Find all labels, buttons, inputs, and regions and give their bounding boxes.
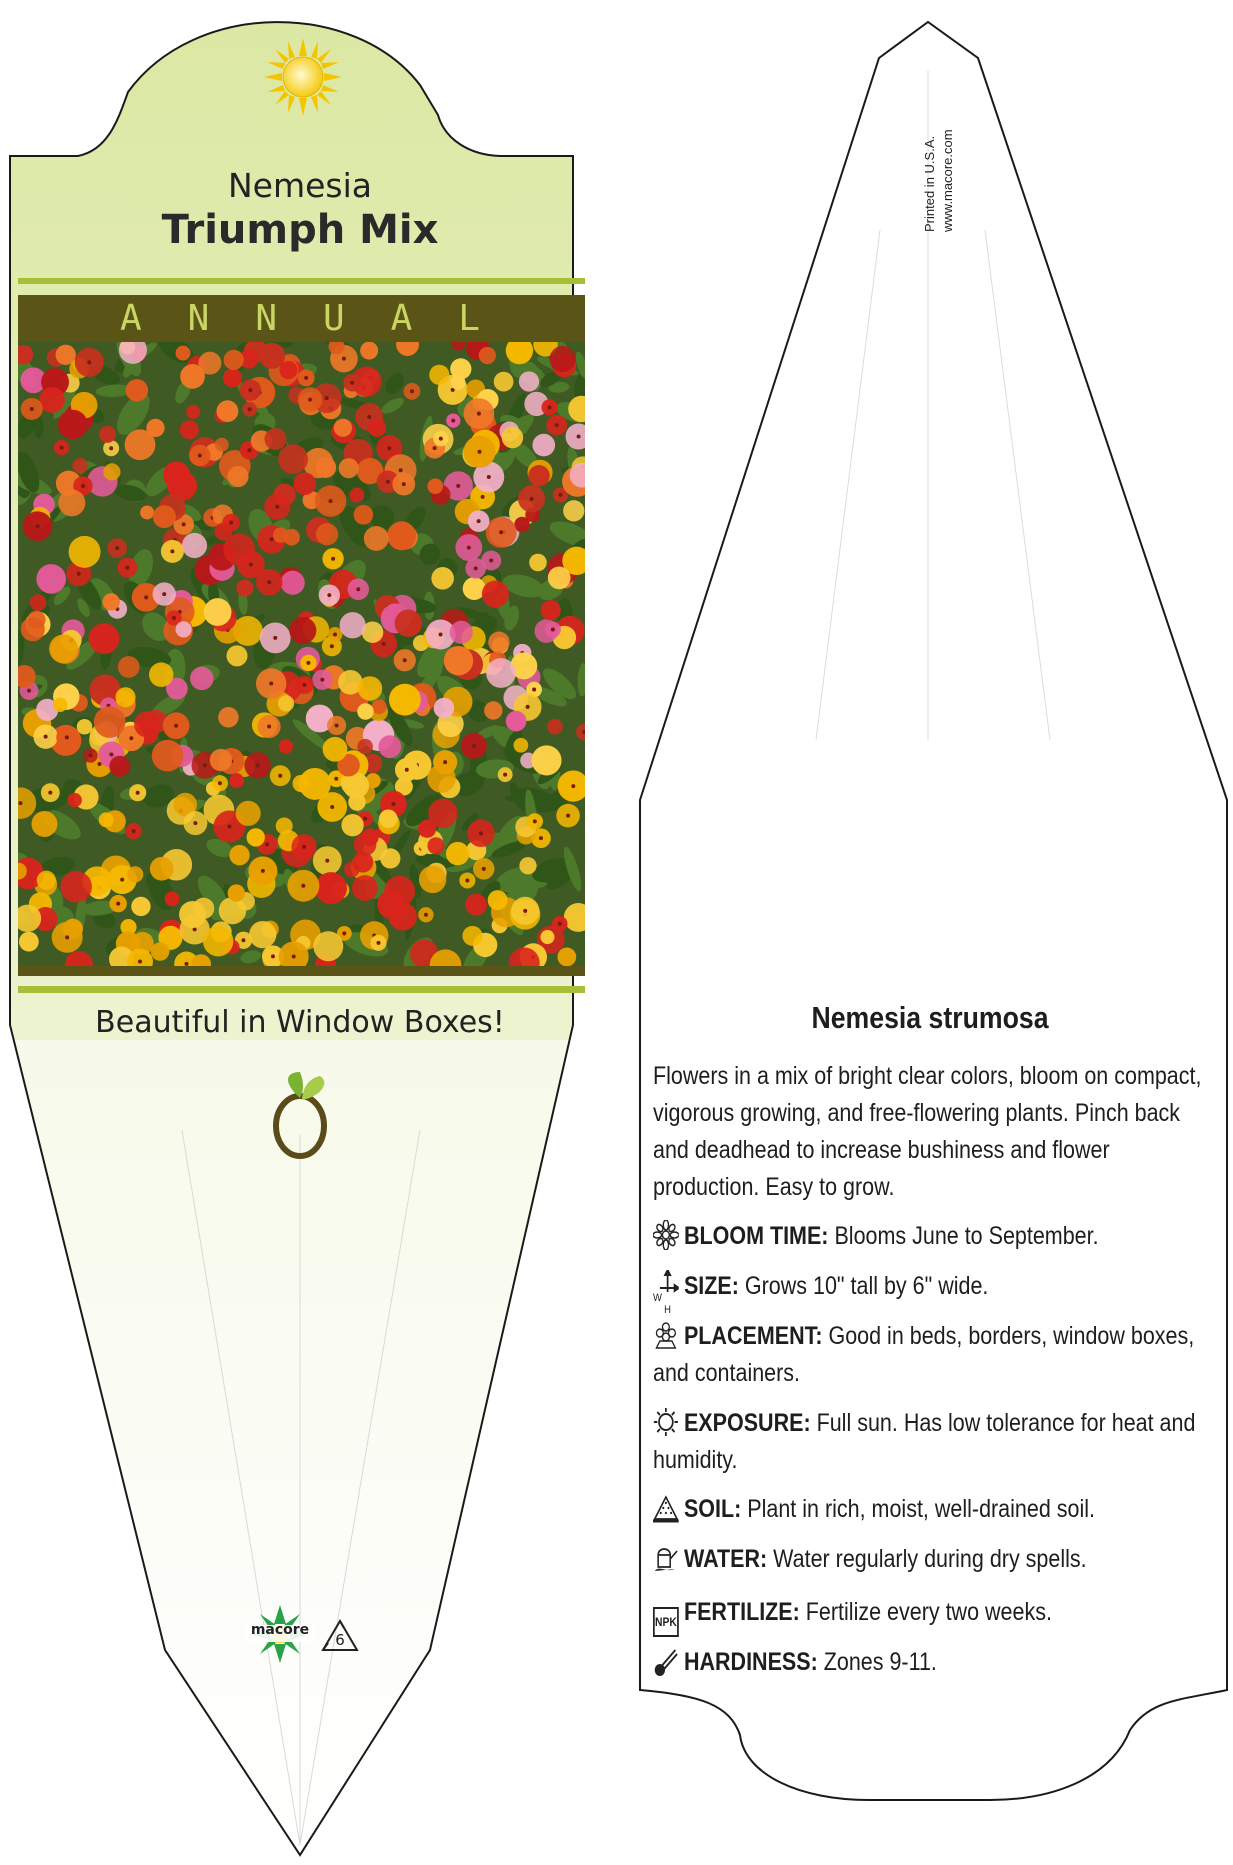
description: Flowers in a mix of bright clear colors, bloom on compact, vigorous growing, and free-flowering plants. Pinch back and deadhead to increase bushiness and flower production. Easy to grow. xyxy=(653,1062,1202,1201)
attr-size xyxy=(653,1268,1203,1316)
soil-icon xyxy=(653,1493,679,1523)
category-letter: N xyxy=(255,298,277,339)
attr-text: Water regularly during dry spells. xyxy=(773,1545,1087,1573)
sun-icon xyxy=(262,36,344,118)
flower-photo xyxy=(18,342,585,966)
attr-label: FERTILIZE: xyxy=(683,1598,800,1626)
npk-icon: NPK xyxy=(653,1607,679,1637)
attr-text: Full sun. Has low tolerance for heat and humidity. xyxy=(653,1409,1196,1474)
category-letter: A xyxy=(390,298,413,339)
seedling-logo-icon xyxy=(270,1068,334,1160)
attr-label: SOIL: xyxy=(683,1495,742,1523)
size-w-label: W xyxy=(653,1292,662,1304)
size-h-label: H xyxy=(664,1304,672,1316)
plant-variety: Triumph Mix xyxy=(161,207,439,253)
category-letter: A xyxy=(120,298,142,339)
attr-text: Grows 10" tall by 6" wide. xyxy=(744,1272,989,1300)
brand-name: macore xyxy=(250,1622,310,1638)
attr-soil xyxy=(653,1491,1203,1528)
tagline: Beautiful in Window Boxes! xyxy=(95,1005,505,1040)
back-tag xyxy=(640,22,1227,1800)
category-letter: L xyxy=(458,298,480,339)
category-band xyxy=(120,295,480,342)
recycle-number: 6 xyxy=(335,1631,345,1649)
attr-label: HARDINESS: xyxy=(683,1648,818,1676)
plant-genus: Nemesia xyxy=(227,166,373,205)
attr-placement xyxy=(653,1318,1203,1392)
attr-fertilize xyxy=(653,1594,1203,1637)
printed-in: Printed in U.S.A. xyxy=(922,135,937,232)
attr-exposure xyxy=(653,1405,1203,1479)
attr-bloom-time xyxy=(653,1218,1203,1255)
botanical-name: Nemesia strumosa xyxy=(811,1000,1049,1035)
website: www.macore.com xyxy=(940,129,955,232)
attr-text: Blooms June to September. xyxy=(834,1222,1099,1250)
watering-can-icon xyxy=(653,1543,679,1573)
attr-label: WATER: xyxy=(683,1545,768,1573)
placement-icon xyxy=(653,1320,679,1350)
attr-text: Fertilize every two weeks. xyxy=(805,1598,1052,1626)
thermometer-icon xyxy=(653,1646,679,1676)
attr-text: Plant in rich, moist, well-drained soil. xyxy=(747,1495,1095,1523)
attr-label: EXPOSURE: xyxy=(683,1409,811,1437)
attr-text: Zones 9-11. xyxy=(823,1648,937,1676)
size-icon xyxy=(653,1270,679,1316)
attr-label: BLOOM TIME: xyxy=(683,1222,829,1250)
flower-icon xyxy=(653,1220,679,1250)
attr-label: SIZE: xyxy=(683,1272,739,1300)
attr-label: PLACEMENT: xyxy=(683,1322,823,1350)
attr-hardiness xyxy=(653,1644,1203,1681)
exposure-sun-icon xyxy=(653,1407,679,1437)
attr-water xyxy=(653,1541,1203,1578)
category-letter: N xyxy=(187,298,210,339)
attr-text: Good in beds, borders, window boxes, and containers. xyxy=(653,1322,1195,1387)
category-letter: U xyxy=(322,298,345,339)
